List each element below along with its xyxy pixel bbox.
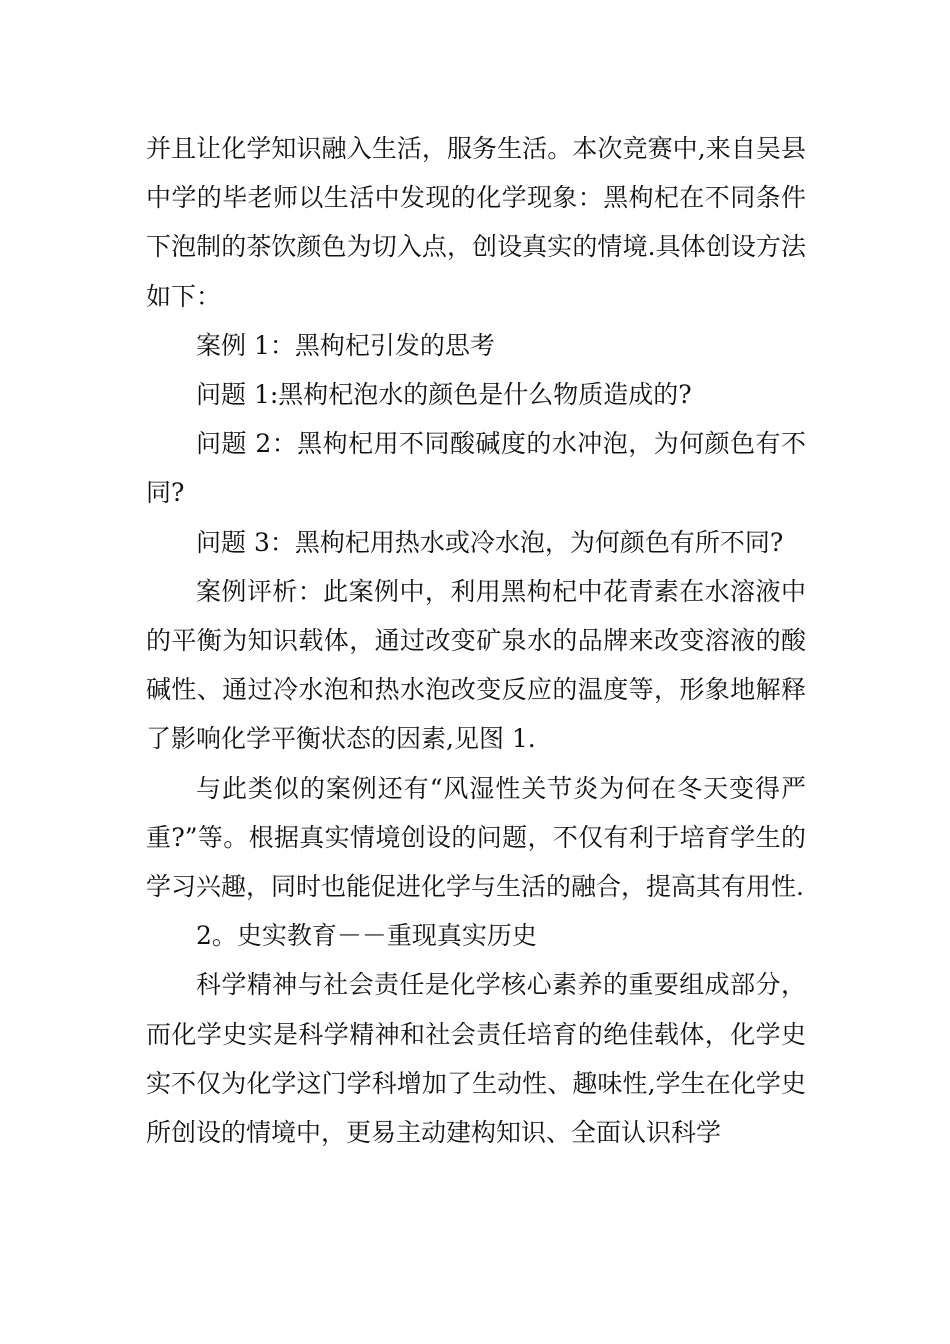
paragraph-intro: 并且让化学知识融入生活，服务生活。本次竞赛中,来自吴县中学的毕老师以生活中发现的化学现象：黑枸杞在不同条件下泡制的茶饮颜色为切入点，创设真实的情境.具体创设方法如下：: [146, 134, 806, 311]
section-heading-history: 2。史实教育－－重现真实历史: [196, 921, 537, 951]
document-page: [146, 124, 806, 1157]
paragraph-similar-cases: 与此类似的案例还有“风湿性关节炎为何在冬天变得严重?”等。根据真实情境创设的问题，不仅有利于培育学生的学习兴趣，同时也能促进化学与生活的融合，提高其有用性.: [146, 773, 806, 902]
paragraph-question-1: 问题 1:黑枸杞泡水的颜色是什么物质造成的?: [196, 380, 692, 410]
paragraph-question-3: 问题 3：黑枸杞用热水或冷水泡，为何颜色有所不同?: [196, 527, 784, 557]
paragraph-case-title: 案例 1：黑枸杞引发的思考: [196, 330, 495, 360]
paragraph-history-education: 科学精神与社会责任是化学核心素养的重要组成部分，而化学史实是科学精神和社会责任培育的绝佳载体，化学史实不仅为化学这门学科增加了生动性、趣味性,学生在化学史所创设的情境中，更易主动建构知识、全面认识科学: [146, 970, 806, 1148]
paragraph-case-analysis: 案例评析：此案例中，利用黑枸杞中花青素在水溶液中的平衡为知识载体，通过改变矿泉水的品牌来改变溶液的酸碱性、通过冷水泡和热水泡改变反应的温度等，形象地解释了影响化学平衡状态的因素,见图 1.: [146, 576, 806, 754]
paragraph-question-2: 问题 2：黑枸杞用不同酸碱度的水冲泡，为何颜色有不同?: [146, 429, 806, 508]
